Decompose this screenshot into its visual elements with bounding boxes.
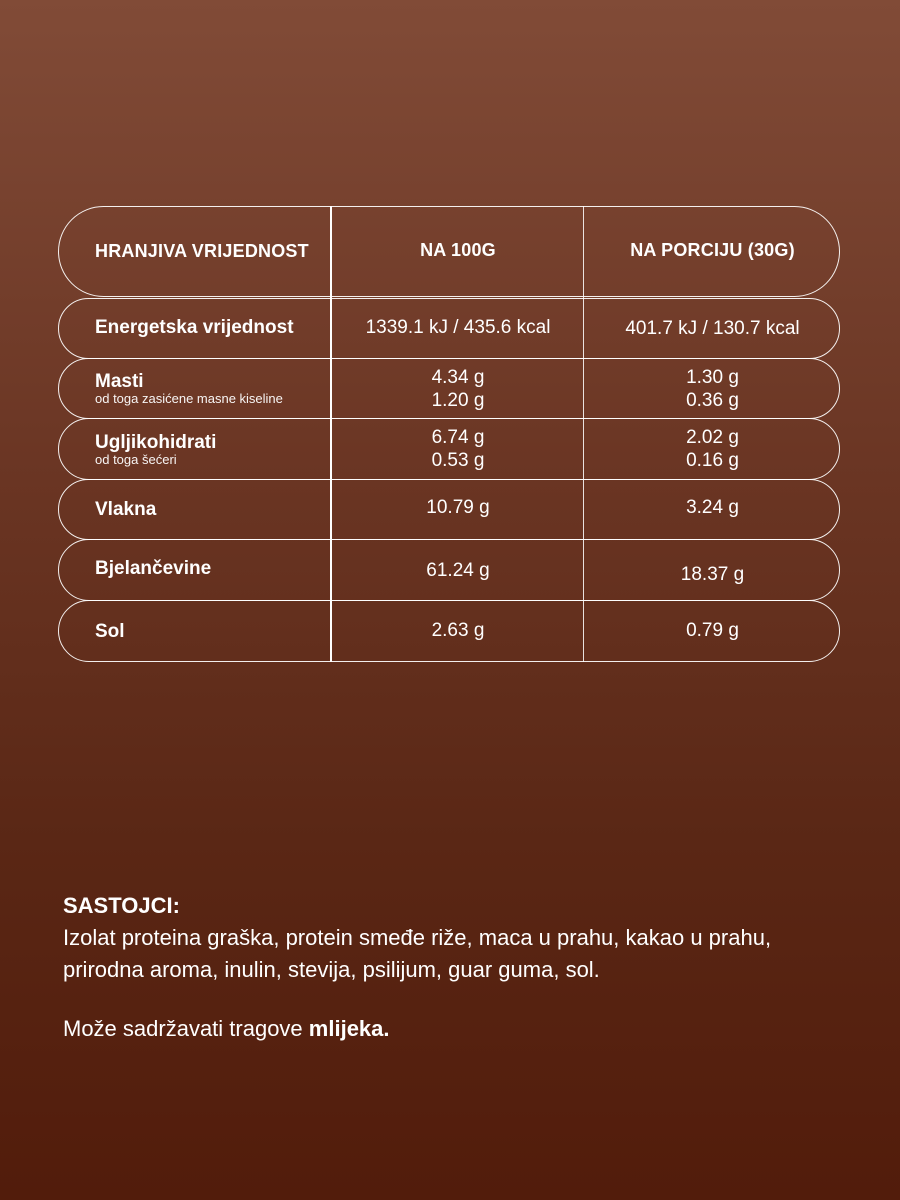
per100-cell (333, 358, 583, 419)
nutrient-label: Bjelančevine (95, 557, 212, 579)
nutrient-label: Vlakna (95, 499, 157, 520)
allergen-prefix: Može sadržavati tragove (63, 1016, 303, 1041)
nutrient-sublabel: od toga šećeri (95, 451, 177, 467)
value-per-100g: 61.24 g (426, 559, 490, 581)
serving-cell (585, 298, 840, 359)
per100-cell (333, 298, 583, 356)
column-divider (583, 206, 584, 662)
serving-cell (585, 358, 840, 419)
ingredients-title: SASTOJCI: (63, 893, 180, 918)
value-per-serving: 18.37 g (680, 563, 745, 585)
value-per-serving: 2.02 g (686, 427, 739, 448)
value-per-serving: 1.30 g (686, 366, 739, 388)
serving-cell (585, 479, 840, 536)
per100-cell (333, 479, 583, 536)
value-per-100g: 4.34 g (431, 366, 485, 388)
nutrient-cell (95, 358, 327, 419)
column-divider (330, 206, 332, 662)
serving-cell (585, 418, 840, 480)
nutrition-table (58, 206, 842, 662)
nutrient-label: Sol (95, 620, 125, 642)
nutrient-cell (95, 298, 327, 356)
value-per-serving: 3.24 g (686, 497, 739, 518)
allergen-note (63, 1013, 843, 1045)
header-per-100g: NA 100G (420, 239, 496, 260)
per100-cell (333, 539, 583, 601)
nutrient-cell (95, 479, 327, 540)
nutrient-label: Energetska vrijednost (95, 316, 294, 338)
nutrient-label: Masti (95, 371, 144, 392)
value-per-serving-sub: 0.16 g (686, 450, 739, 471)
value-per-serving-sub: 0.36 g (686, 389, 739, 411)
per100-cell (333, 600, 583, 660)
value-per-100g-sub: 0.53 g (431, 450, 485, 471)
value-per-100g: 10.79 g (426, 497, 490, 518)
nutrient-sublabel: od toga zasićene masne kiseline (95, 391, 283, 406)
serving-cell (585, 600, 840, 660)
header-nutrient: HRANJIVA VRIJEDNOST (95, 241, 309, 261)
value-per-100g: 6.74 g (431, 427, 485, 448)
header-per-serving: NA PORCIJU (30G) (630, 239, 795, 260)
value-per-serving: 401.7 kJ / 130.7 kcal (625, 318, 800, 339)
value-per-100g-sub: 1.20 g (431, 389, 485, 411)
nutrient-cell (95, 539, 327, 597)
nutrient-label: Ugljikohidrati (95, 431, 217, 453)
value-per-100g: 1339.1 kJ / 435.6 kcal (365, 316, 551, 338)
ingredients-section (63, 890, 843, 986)
value-per-serving: 0.79 g (686, 619, 739, 641)
value-per-100g: 2.63 g (431, 619, 485, 641)
nutrient-cell (95, 600, 327, 662)
serving-cell (585, 539, 840, 609)
ingredients-text: Izolat proteina graška, protein smeđe riže, maca u prahu, kakao u prahu, prirodna aroma, inulin, stevija, psilijum, guar guma, sol. (63, 925, 772, 982)
nutrient-cell (95, 418, 327, 480)
per100-cell (333, 418, 583, 480)
allergen-highlight: mlijeka. (308, 1016, 390, 1041)
